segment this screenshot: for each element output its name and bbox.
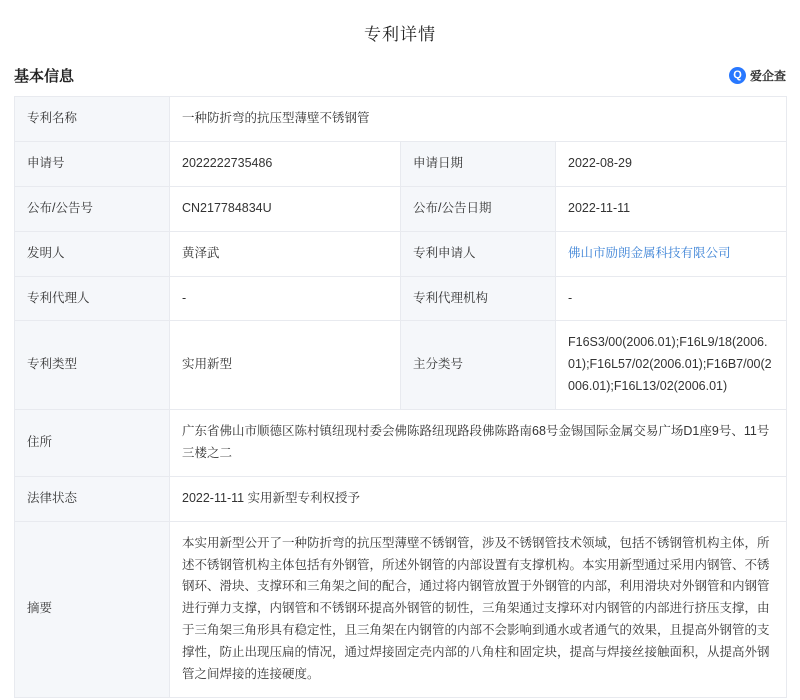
application-date-value: 2022-08-29 (556, 141, 787, 186)
publication-date-value: 2022-11-11 (556, 186, 787, 231)
patent-detail-table (14, 96, 787, 698)
abstract-value: 本实用新型公开了一种防折弯的抗压型薄壁不锈钢管，涉及不锈钢管技术领域，包括不锈钢管机构主体，所述不锈钢管机构主体包括有外钢管，所述外钢管的内部设置有支撑机构。本实用新型通过采用内钢管、不锈钢环、滑块、支撑环和三角架之间的配合，通过将内钢管放置于外钢管的内部，利用滑块对外钢管和内钢管进行弹力支撑，内钢管和不锈钢环提高外钢管的韧性，三角架通过支撑环对内钢管的内部进行挤压支撑，由于三角架三角形具有稳定性，且三角架在内钢管的内部不会影响到通水或者通气的效果，且提高外钢管的支撑性，防止出现压扁的情况，通过焊接固定壳内部的八角柱和固定块，提高与焊接丝接触面积，从提高外钢管之间焊接的连接硬度。 (170, 521, 787, 697)
table-row (15, 521, 787, 697)
table-row (15, 186, 787, 231)
agent-value: - (170, 276, 401, 321)
brand-logo (729, 67, 786, 84)
brand-name: 爱企查 (749, 69, 786, 83)
inventor-label: 发明人 (15, 231, 170, 276)
application-date-label: 申请日期 (401, 141, 556, 186)
main-class-label: 主分类号 (401, 321, 556, 410)
search-circle-icon: Q (729, 67, 746, 84)
application-no-value: 2022222735486 (170, 141, 401, 186)
table-row (15, 410, 787, 477)
main-class-value: F16S3/00(2006.01);F16L9/18(2006.01);F16L57/02(2006.01);F16B7/00(2006.01);F16L13/02(2006.01) (556, 321, 787, 410)
applicant-value-cell (556, 231, 787, 276)
table-row (15, 97, 787, 142)
patent-type-value: 实用新型 (170, 321, 401, 410)
table-row (15, 476, 787, 521)
application-no-label: 申请号 (15, 141, 170, 186)
legal-status-value: 2022-11-11 实用新型专利权授予 (170, 476, 787, 521)
applicant-link[interactable]: 佛山市励朗金属科技有限公司 (568, 245, 731, 260)
publication-date-label: 公布/公告日期 (401, 186, 556, 231)
agency-label: 专利代理机构 (401, 276, 556, 321)
publication-no-label: 公布/公告号 (15, 186, 170, 231)
legal-status-label: 法律状态 (15, 476, 170, 521)
agent-label: 专利代理人 (15, 276, 170, 321)
address-value: 广东省佛山市顺德区陈村镇纽现村委会佛陈路纽现路段佛陈路南68号金锡国际金属交易广场D1座9号、11号三楼之二 (170, 410, 787, 477)
publication-no-value: CN217784834U (170, 186, 401, 231)
abstract-label: 摘要 (15, 521, 170, 697)
table-row (15, 276, 787, 321)
agency-value: - (556, 276, 787, 321)
patent-type-label: 专利类型 (15, 321, 170, 410)
section-header (0, 51, 800, 96)
patent-name-value: 一种防折弯的抗压型薄壁不锈钢管 (170, 97, 787, 142)
page-title: 专利详情 (364, 25, 436, 44)
table-row (15, 321, 787, 410)
patent-name-label: 专利名称 (15, 97, 170, 142)
table-row (15, 141, 787, 186)
applicant-label: 专利申请人 (401, 231, 556, 276)
inventor-value: 黄泽武 (170, 231, 401, 276)
section-title: 基本信息 (14, 68, 75, 85)
table-row (15, 231, 787, 276)
address-label: 住所 (15, 410, 170, 477)
